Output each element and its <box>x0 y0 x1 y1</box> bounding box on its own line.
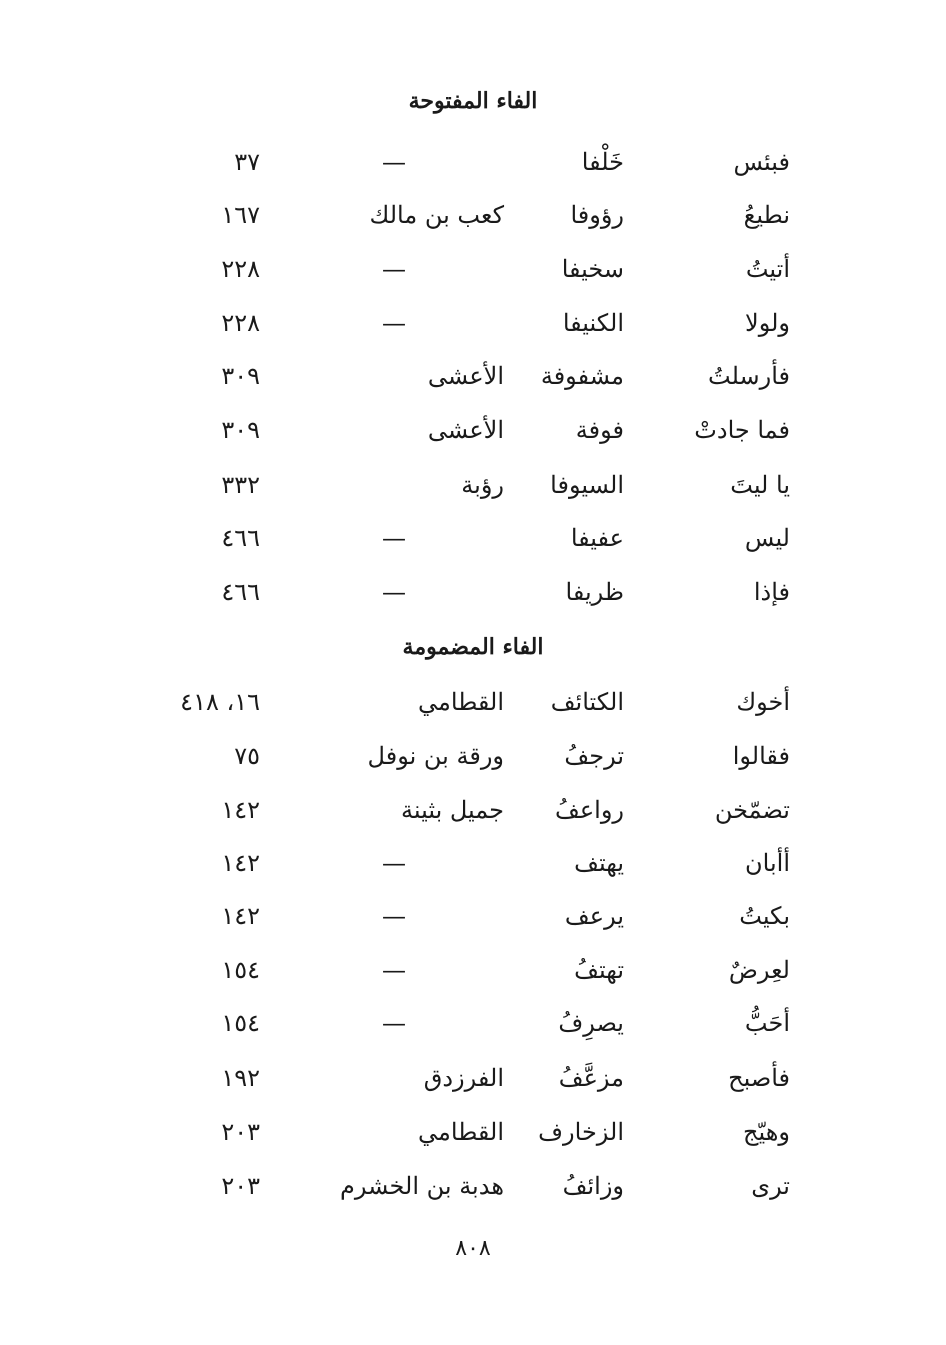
poet-name: — <box>382 524 406 552</box>
rhyme-word: خَلْفا <box>581 148 624 176</box>
index-row <box>0 796 946 836</box>
first-word: أأبان <box>745 849 790 877</box>
page-reference: ٤٦٦ <box>221 578 260 606</box>
poet-name: — <box>382 1009 406 1037</box>
page-reference: ٣٧ <box>234 148 260 176</box>
page-reference: ١٤٢ <box>221 796 260 824</box>
rhyme-word: وزائفُ <box>562 1172 624 1200</box>
rhyme-word: يرعف <box>564 902 624 930</box>
index-row <box>0 849 946 889</box>
poet-name: — <box>382 309 406 337</box>
first-word: فما جادتْ <box>694 416 790 444</box>
page-reference: ١٤٢ <box>221 849 260 877</box>
poet-name: الأعشى <box>427 416 504 444</box>
index-row <box>0 956 946 996</box>
poet-name: — <box>382 148 406 176</box>
page-reference: ٧٥ <box>234 742 260 770</box>
first-word: فقالوا <box>732 742 790 770</box>
rhyme-word: مزعَّفُ <box>558 1064 624 1092</box>
poet-name: — <box>382 849 406 877</box>
rhyme-word: ظريفا <box>565 578 624 606</box>
page-reference: ١٤٢ <box>221 902 260 930</box>
index-row <box>0 148 946 188</box>
rhyme-word: الكنيفا <box>562 309 624 337</box>
first-word: فبئس <box>733 148 790 176</box>
first-word: فأرسلتُ <box>708 362 790 390</box>
poet-name: — <box>382 956 406 984</box>
poet-name: ورقة بن نوفل <box>367 742 504 770</box>
section-heading: الفاء المضمومة <box>402 634 544 660</box>
index-row <box>0 255 946 295</box>
index-row <box>0 1064 946 1104</box>
rhyme-word: مشفوفة <box>540 362 624 390</box>
index-row <box>0 471 946 511</box>
first-word: أحَبُّ <box>744 1009 790 1037</box>
index-row <box>0 416 946 456</box>
first-word: ليس <box>744 524 790 552</box>
index-row <box>0 742 946 782</box>
rhyme-word: يصرِفُ <box>558 1009 624 1037</box>
page-number: ٨٠٨ <box>455 1236 491 1261</box>
rhyme-word: يهتف <box>574 849 624 877</box>
rhyme-word: فوفة <box>575 416 624 444</box>
first-word: وهيّج <box>743 1118 790 1146</box>
first-word: بكيتُ <box>739 902 790 930</box>
poet-name: رؤبة <box>461 471 504 499</box>
page-reference: ١٦٧ <box>221 201 260 229</box>
first-word: أتيتُ <box>745 255 790 283</box>
page-reference: ٤٦٦ <box>221 524 260 552</box>
poet-name: الأعشى <box>427 362 504 390</box>
poet-name: الفرزدق <box>423 1064 504 1092</box>
poet-name: جميل بثينة <box>400 796 504 824</box>
rhyme-word: عفيفا <box>570 524 624 552</box>
rhyme-word: رؤوفا <box>570 201 624 229</box>
first-word: تضمّخن <box>714 796 790 824</box>
first-word: ولولا <box>745 309 790 337</box>
rhyme-word: رواعفُ <box>554 796 624 824</box>
first-word: نطيعُ <box>743 201 790 229</box>
page-reference: ٣٠٩ <box>221 416 260 444</box>
index-row <box>0 362 946 402</box>
index-row <box>0 688 946 728</box>
rhyme-word: الزخارف <box>538 1118 624 1146</box>
first-word: ترى <box>751 1172 790 1200</box>
page-reference: ١٦، ٤١٨ <box>180 688 260 716</box>
page-reference: ٢٠٣ <box>221 1118 260 1146</box>
page-reference: ١٥٤ <box>221 1009 260 1037</box>
page-reference: ٢٢٨ <box>221 255 260 283</box>
page-reference: ١٩٢ <box>221 1064 260 1092</box>
index-row <box>0 578 946 618</box>
rhyme-word: الكتائف <box>550 688 624 716</box>
poet-name: القطامي <box>418 1118 504 1146</box>
poet-name: — <box>382 255 406 283</box>
index-row <box>0 1172 946 1212</box>
poet-name: القطامي <box>418 688 504 716</box>
first-word: أخوك <box>736 688 790 716</box>
index-row <box>0 902 946 942</box>
first-word: فأصبح <box>728 1064 790 1092</box>
poet-name: هدبة بن الخشرم <box>340 1172 504 1200</box>
first-word: يا ليتَ <box>730 471 790 499</box>
index-row <box>0 1009 946 1049</box>
first-word: لعِرضٌ <box>728 956 790 984</box>
index-row <box>0 201 946 241</box>
section-heading: الفاء المفتوحة <box>408 88 538 114</box>
page-reference: ٣٣٢ <box>221 471 260 499</box>
poet-name: — <box>382 578 406 606</box>
index-row <box>0 1118 946 1158</box>
index-row <box>0 309 946 349</box>
rhyme-word: ترجفُ <box>564 742 624 770</box>
first-word: فإذا <box>753 578 790 606</box>
poet-name: — <box>382 902 406 930</box>
rhyme-word: السيوفا <box>550 471 624 499</box>
poet-name: كعب بن مالك <box>369 201 504 229</box>
rhyme-word: تهتفُ <box>574 956 624 984</box>
page-reference: ٢٠٣ <box>221 1172 260 1200</box>
rhyme-word: سخيفا <box>561 255 624 283</box>
index-row <box>0 524 946 564</box>
page-reference: ٣٠٩ <box>221 362 260 390</box>
page-reference: ٢٢٨ <box>221 309 260 337</box>
page-reference: ١٥٤ <box>221 956 260 984</box>
